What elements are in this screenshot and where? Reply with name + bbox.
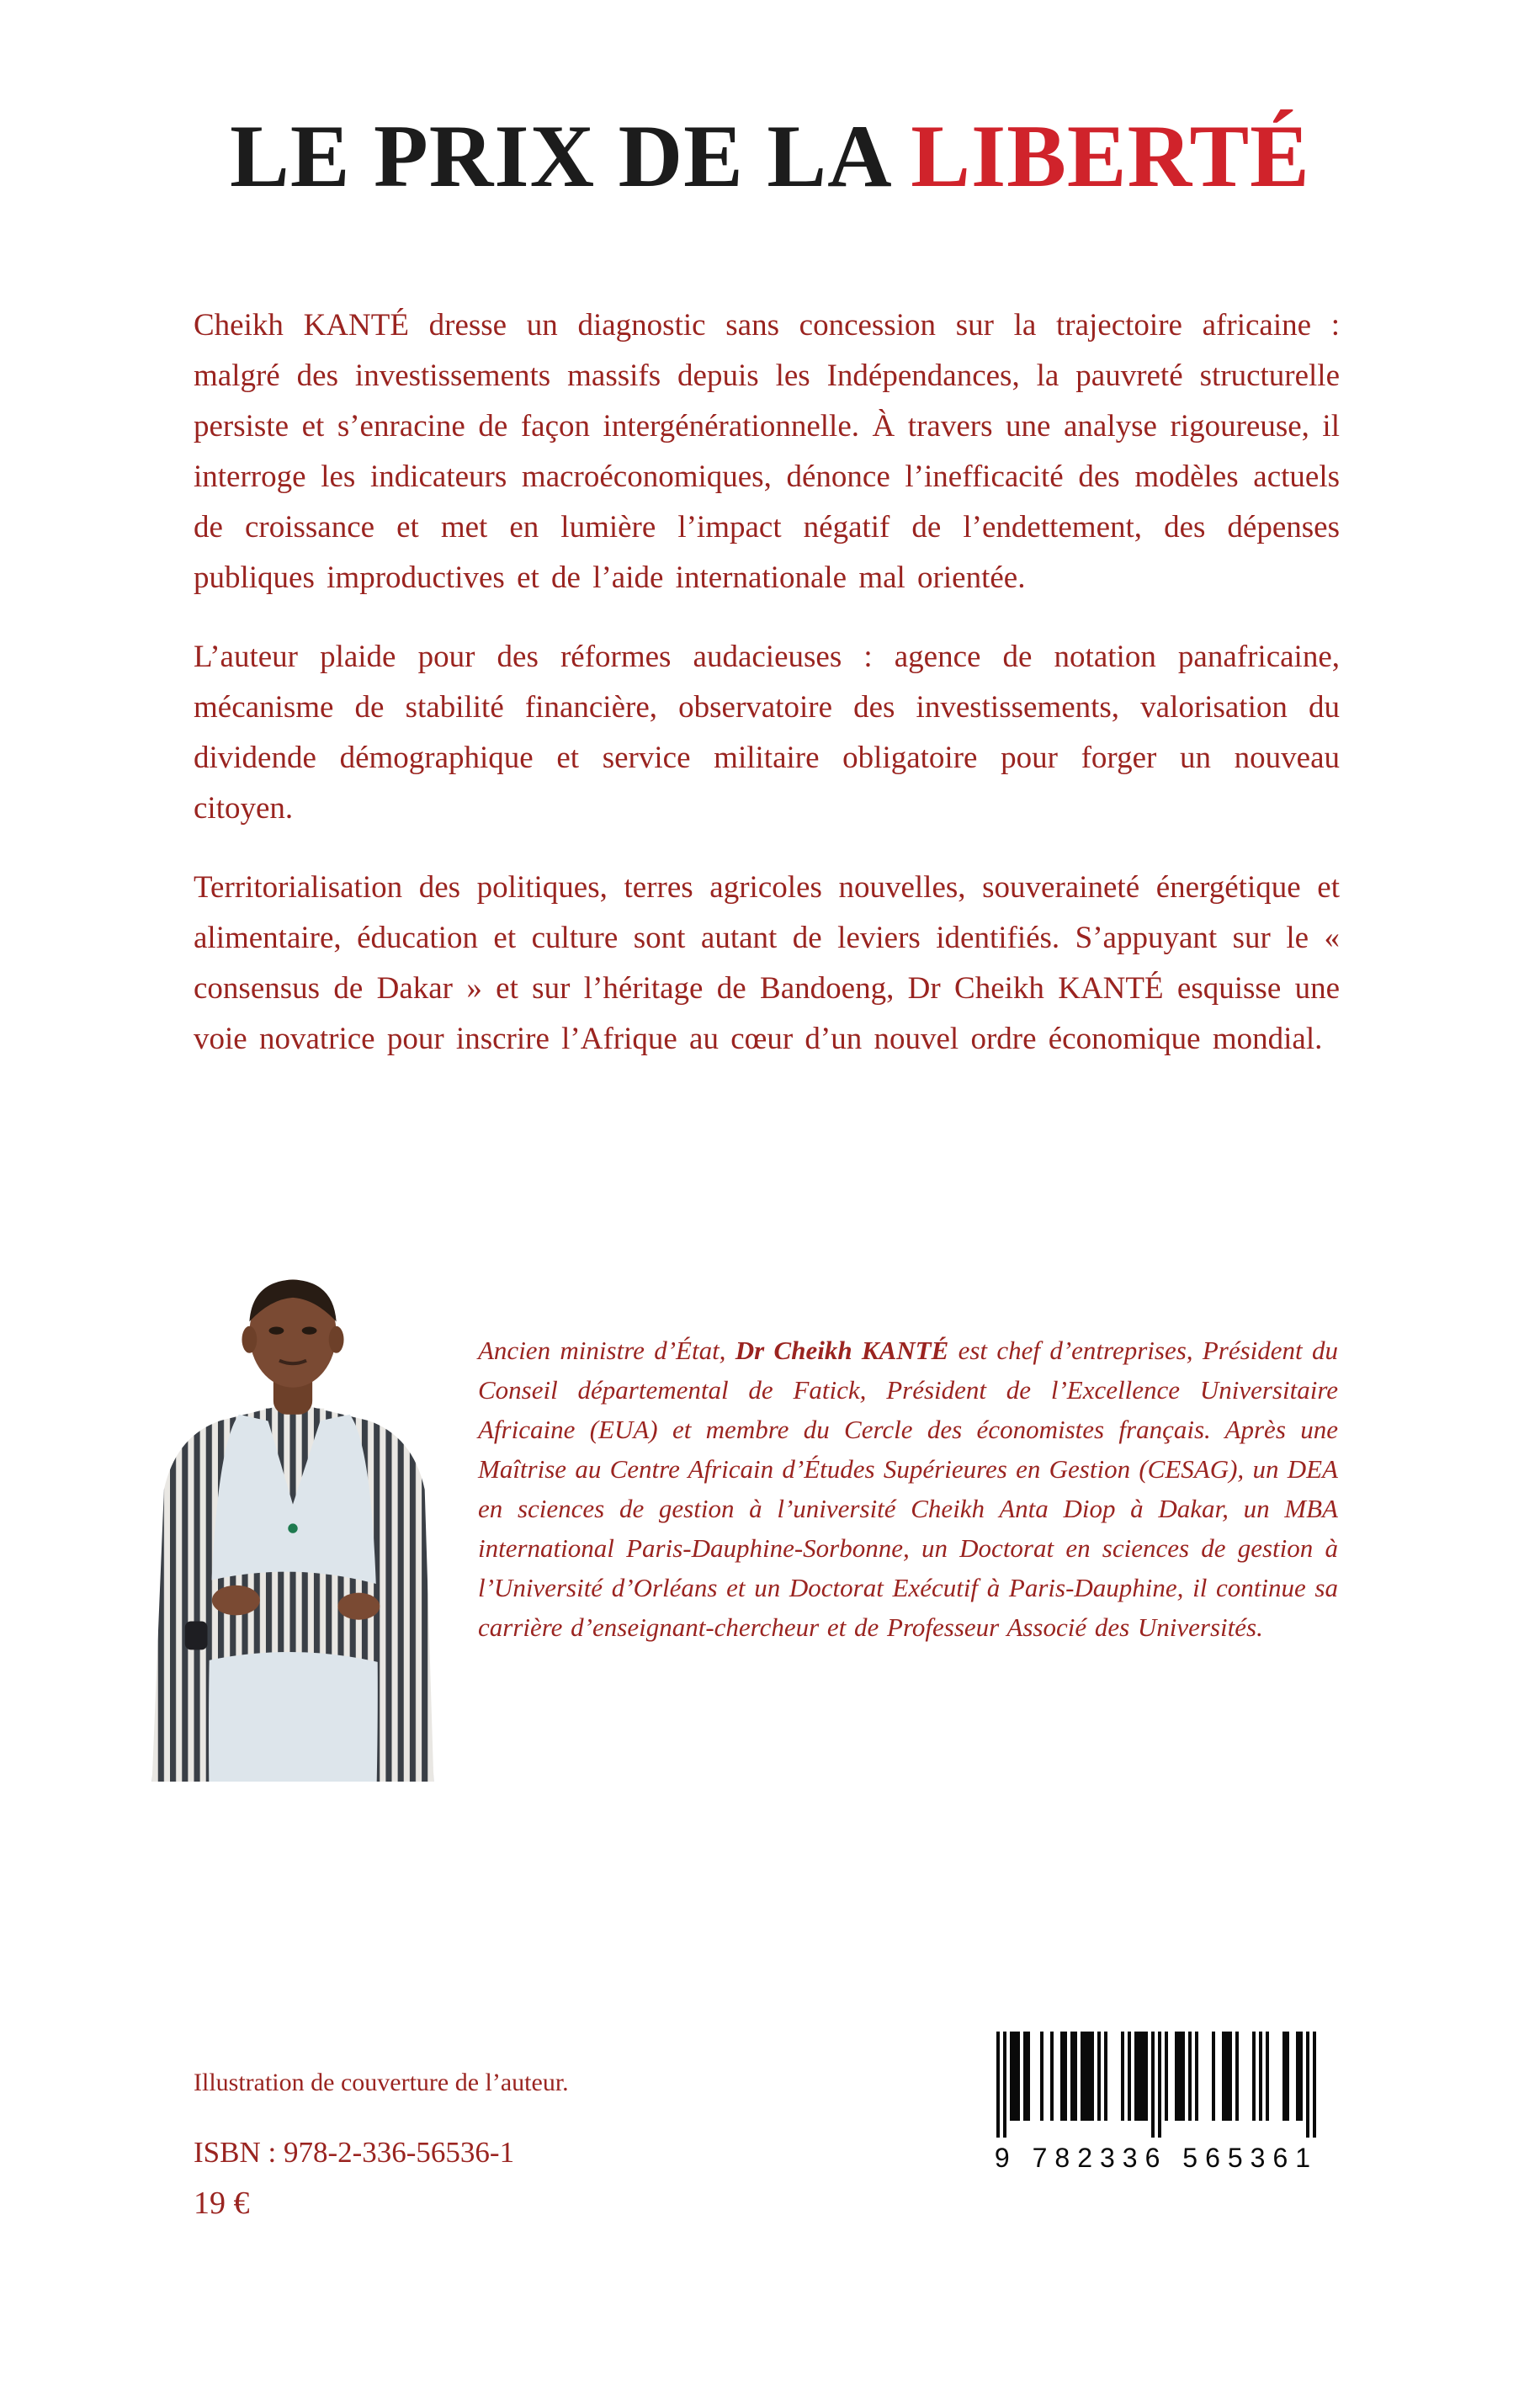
author-photo — [133, 1277, 453, 1782]
author-watch — [185, 1621, 208, 1649]
author-ear-right — [329, 1325, 344, 1352]
illustration-credit: Illustration de couverture de l’auteur. — [194, 2069, 569, 2096]
author-eye-right — [302, 1326, 317, 1334]
synopsis-paragraph-1: Cheikh KANTÉ dresse un diagnostic sans concession sur la trajectoire africaine : malgré des investissements massifs depuis les Indépendances, la pauvreté structurelle persiste et s’enracine de façon intergénérationnelle. À travers une analyse rigoureuse, il interroge les indicateurs macroéconomiques, dénonce l’inefficacité des modèles actuels de croissance et met en lumière l’impact négatif de l’endettement, des dépenses publiques improductives et de l’aide internationale mal orientée. — [194, 307, 1340, 595]
author-hand-left — [212, 1585, 260, 1615]
barcode — [980, 2026, 1333, 2180]
book-title — [0, 0, 1540, 206]
author-name: Dr Cheikh KANTÉ — [735, 1335, 949, 1365]
book-title-black-part: LE PRIX DE LA — [230, 107, 911, 205]
author-ear-left — [242, 1325, 257, 1352]
price: 19 € — [194, 2186, 250, 2221]
synopsis-paragraph-2: L’auteur plaide pour des réformes audacieuses : agence de notation panafricaine, mécanisme de stabilité financière, observatoire des investissements, valorisation du dividende démographique et service militaire obligatoire pour forger un nouveau citoyen. — [194, 639, 1340, 826]
author-bio-section — [133, 1277, 1338, 1782]
bio-before-name: Ancien ministre d’État, — [478, 1335, 735, 1365]
author-brooch — [288, 1523, 297, 1532]
author-eye-left — [269, 1326, 284, 1334]
author-portrait-illustration — [133, 1277, 453, 1782]
isbn: ISBN : 978-2-336-56536-1 — [194, 2136, 515, 2169]
barcode-bars — [980, 2032, 1333, 2141]
bio-after-name: est chef d’entreprises, Président du Conseil départemental de Fatick, Président de l’Excellence Universitaire Africaine (EUA) et membre du Cercle des économistes français. Après une Maîtrise au Centre Africain d’Études Supérieures en Gestion (CESAG), un DEA en sciences de gestion à l’université Cheikh Anta Diop à Dakar, un MBA international Paris-Dauphine-Sorbonne, un Doctorat en sciences de gestion à l’Université d’Orléans et un Doctorat Exécutif à Paris-Dauphine, il continue sa carrière d’enseignant-chercheur et de Professeur Associé des Universités. — [478, 1335, 1338, 1642]
synopsis — [194, 300, 1340, 1065]
barcode-digits: 9 782336 565361 — [994, 2143, 1319, 2173]
synopsis-paragraph-3: Territorialisation des politiques, terres agricoles nouvelles, souveraineté énergétique et alimentaire, éducation et culture sont autant de leviers identifiés. S’appuyant sur le « consensus de Dakar » et sur l’héritage de Bandoeng, Dr Cheikh KANTÉ esquisse une voie novatrice pour inscrire l’Afrique au cœur d’un nouvel ordre économique mondial. — [194, 869, 1340, 1056]
author-hand-right — [337, 1592, 380, 1619]
book-title-red-part: LIBERTÉ — [911, 107, 1310, 205]
